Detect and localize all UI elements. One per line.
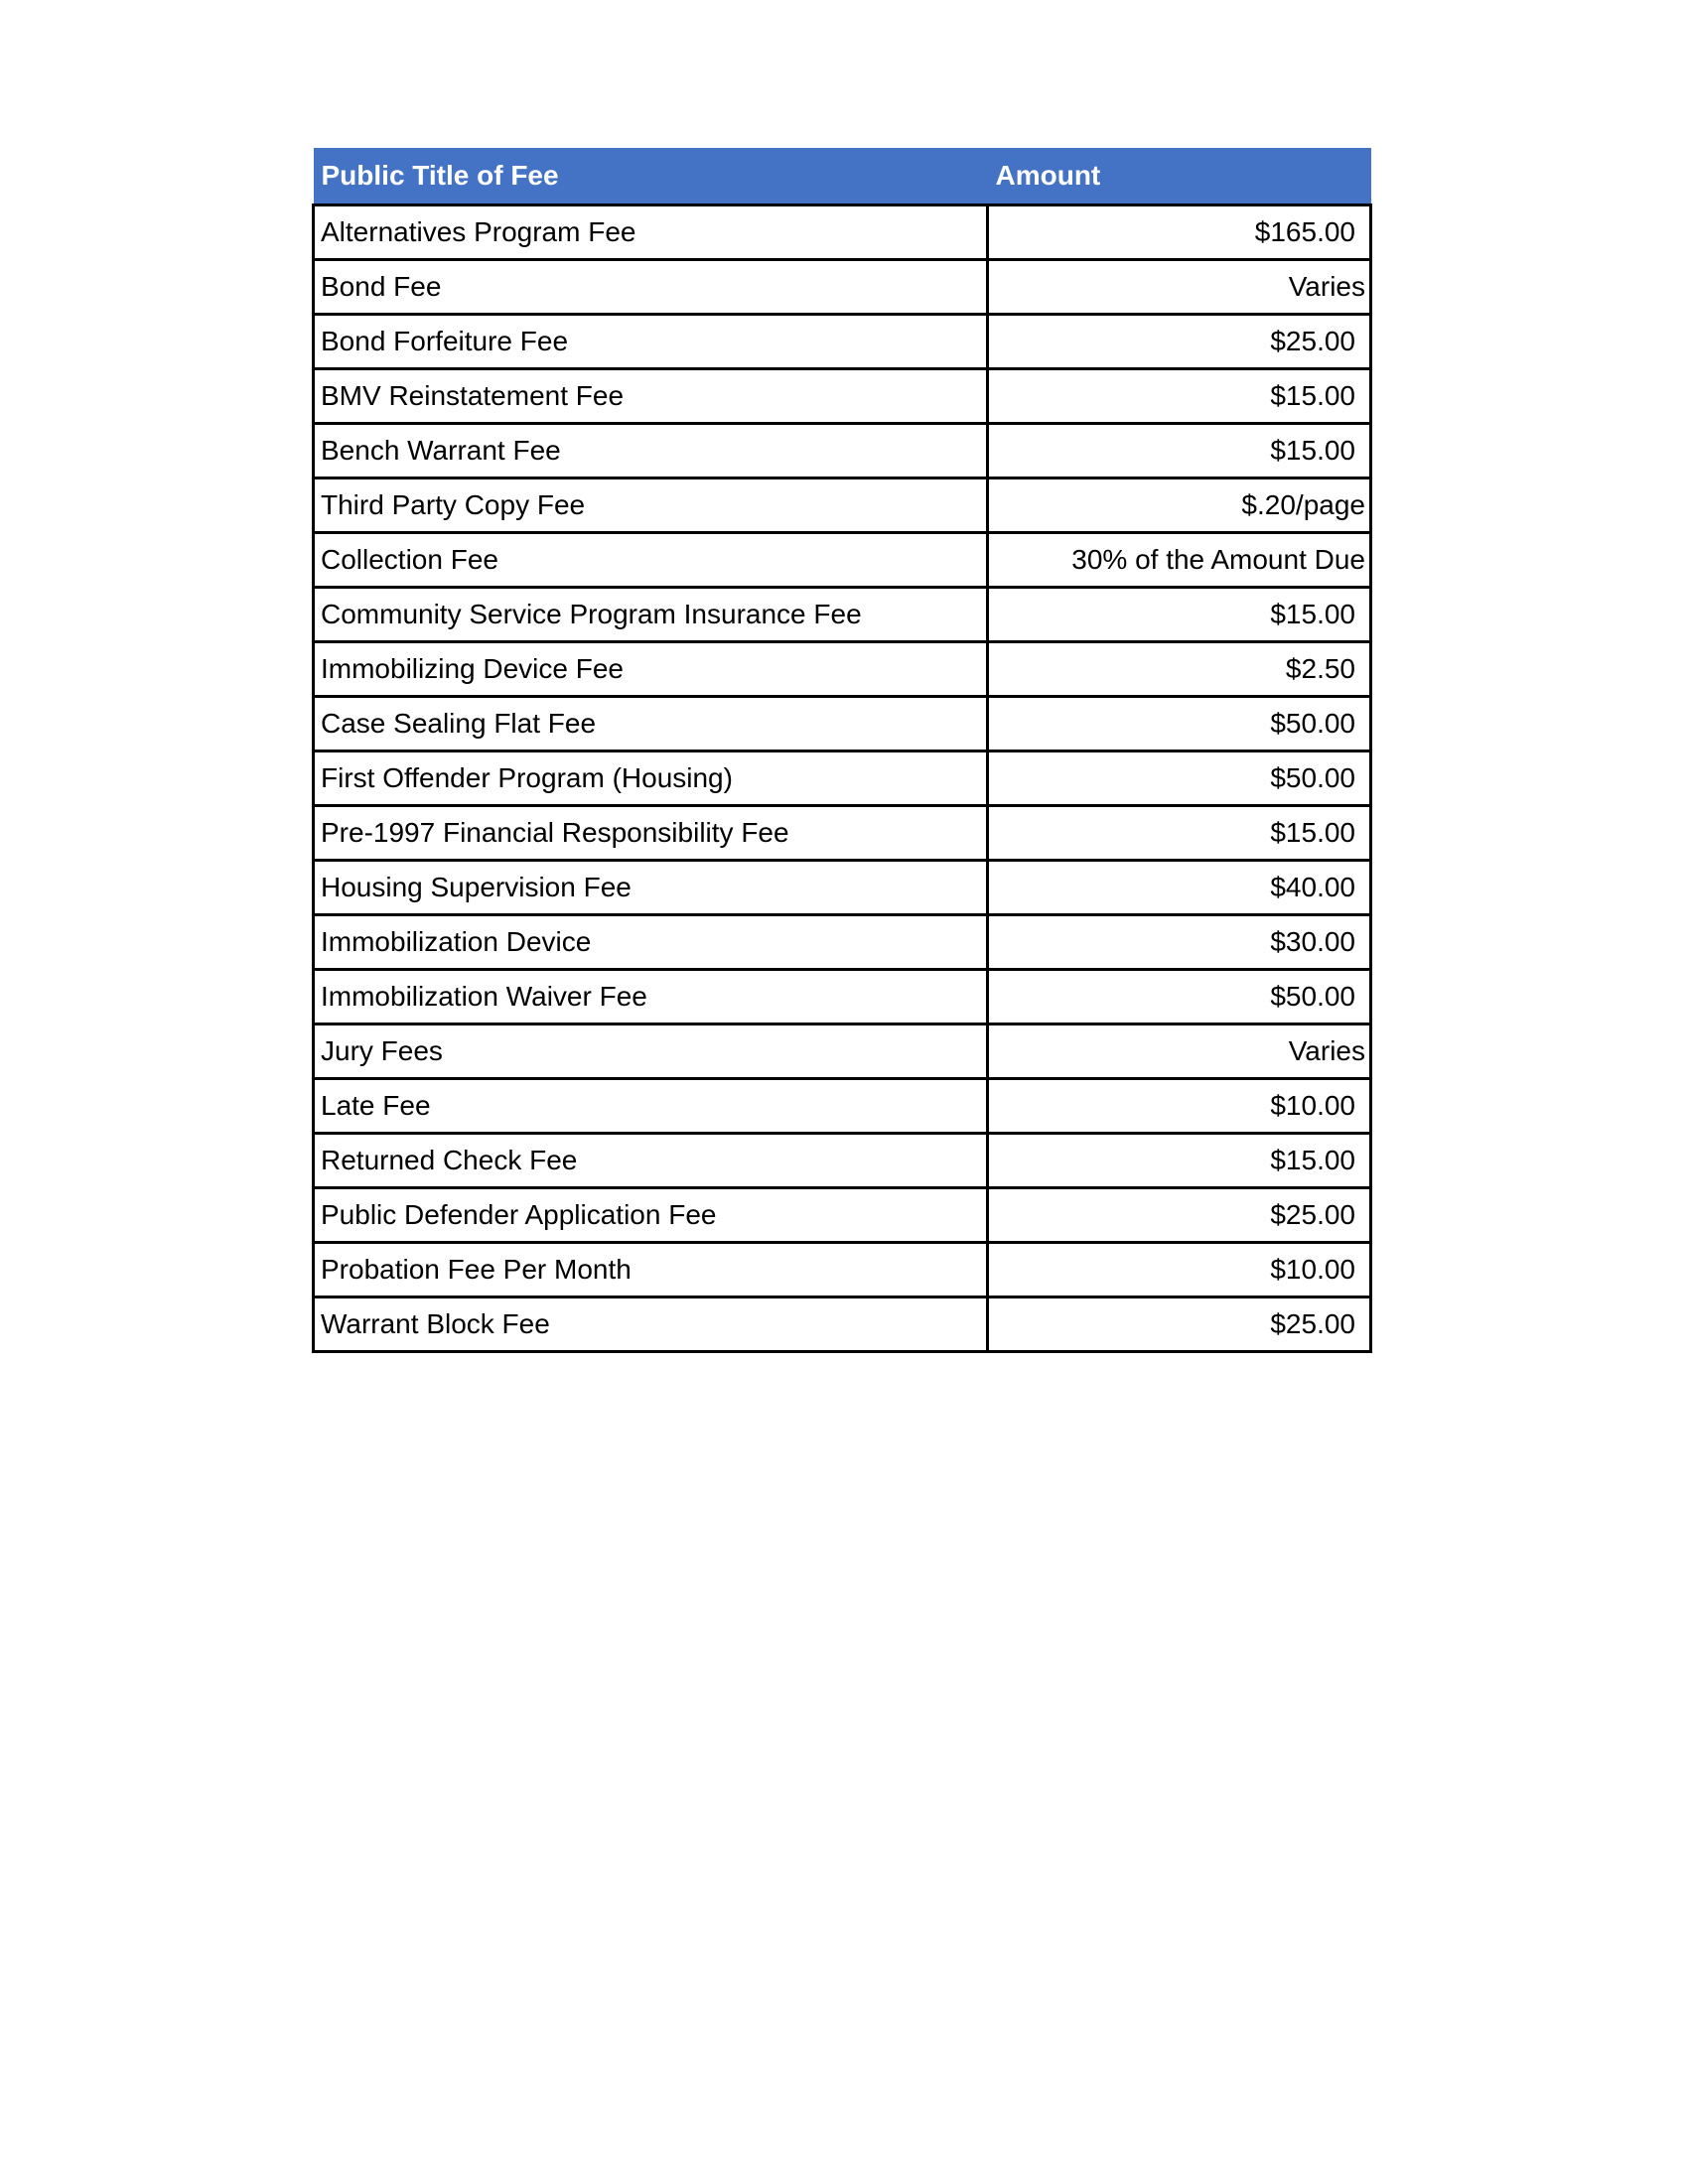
fee-table [312, 148, 1372, 1353]
fee-amount-cell: $30.00 [988, 915, 1371, 970]
fee-title-cell: Bench Warrant Fee [314, 424, 988, 478]
fee-title-cell: Public Defender Application Fee [314, 1188, 988, 1243]
table-row [314, 424, 1371, 478]
fee-title-cell: Case Sealing Flat Fee [314, 697, 988, 751]
fee-amount-cell: $165.00 [988, 205, 1371, 260]
fee-title-cell: BMV Reinstatement Fee [314, 369, 988, 424]
fee-title-cell: Collection Fee [314, 533, 988, 588]
table-row [314, 751, 1371, 806]
fee-title-cell: Immobilization Waiver Fee [314, 970, 988, 1024]
table-row [314, 1243, 1371, 1297]
fee-title-cell: Immobilization Device [314, 915, 988, 970]
fee-title-cell: Bond Fee [314, 260, 988, 315]
fee-amount-cell: $15.00 [988, 1134, 1371, 1188]
table-row [314, 478, 1371, 533]
table-header-row [314, 148, 1371, 205]
fee-amount-cell: Varies [988, 1024, 1371, 1079]
header-title: Public Title of Fee [314, 148, 988, 205]
fee-amount-cell: $25.00 [988, 315, 1371, 369]
fee-amount-cell: $25.00 [988, 1297, 1371, 1352]
fee-title-cell: Housing Supervision Fee [314, 861, 988, 915]
table-row [314, 1079, 1371, 1134]
fee-amount-cell: Varies [988, 260, 1371, 315]
table-row [314, 1297, 1371, 1352]
table-row [314, 1188, 1371, 1243]
fee-amount-cell: $15.00 [988, 806, 1371, 861]
table-row [314, 1134, 1371, 1188]
fee-title-cell: Third Party Copy Fee [314, 478, 988, 533]
fee-amount-cell: 30% of the Amount Due [988, 533, 1371, 588]
table-row [314, 970, 1371, 1024]
fee-title-cell: Bond Forfeiture Fee [314, 315, 988, 369]
fee-amount-cell: $25.00 [988, 1188, 1371, 1243]
table-row [314, 260, 1371, 315]
table-row [314, 1024, 1371, 1079]
fee-amount-cell: $10.00 [988, 1243, 1371, 1297]
fee-amount-cell: $.20/page [988, 478, 1371, 533]
table-row [314, 205, 1371, 260]
fee-title-cell: First Offender Program (Housing) [314, 751, 988, 806]
table-row [314, 642, 1371, 697]
fee-title-cell: Pre-1997 Financial Responsibility Fee [314, 806, 988, 861]
fee-title-cell: Jury Fees [314, 1024, 988, 1079]
fee-amount-cell: $15.00 [988, 424, 1371, 478]
fee-amount-cell: $15.00 [988, 588, 1371, 642]
table-row [314, 369, 1371, 424]
table-row [314, 533, 1371, 588]
fee-amount-cell: $2.50 [988, 642, 1371, 697]
fee-amount-cell: $50.00 [988, 751, 1371, 806]
fee-title-cell: Late Fee [314, 1079, 988, 1134]
fee-title-cell: Warrant Block Fee [314, 1297, 988, 1352]
fee-amount-cell: $15.00 [988, 369, 1371, 424]
fee-title-cell: Alternatives Program Fee [314, 205, 988, 260]
fee-amount-cell: $50.00 [988, 697, 1371, 751]
fee-amount-cell: $50.00 [988, 970, 1371, 1024]
fee-amount-cell: $40.00 [988, 861, 1371, 915]
table-row [314, 315, 1371, 369]
table-row [314, 915, 1371, 970]
table-row [314, 588, 1371, 642]
table-row [314, 861, 1371, 915]
table-row [314, 697, 1371, 751]
fee-title-cell: Community Service Program Insurance Fee [314, 588, 988, 642]
fee-title-cell: Returned Check Fee [314, 1134, 988, 1188]
fee-amount-cell: $10.00 [988, 1079, 1371, 1134]
header-amount: Amount [988, 148, 1371, 205]
fee-title-cell: Probation Fee Per Month [314, 1243, 988, 1297]
fee-title-cell: Immobilizing Device Fee [314, 642, 988, 697]
table-row [314, 806, 1371, 861]
